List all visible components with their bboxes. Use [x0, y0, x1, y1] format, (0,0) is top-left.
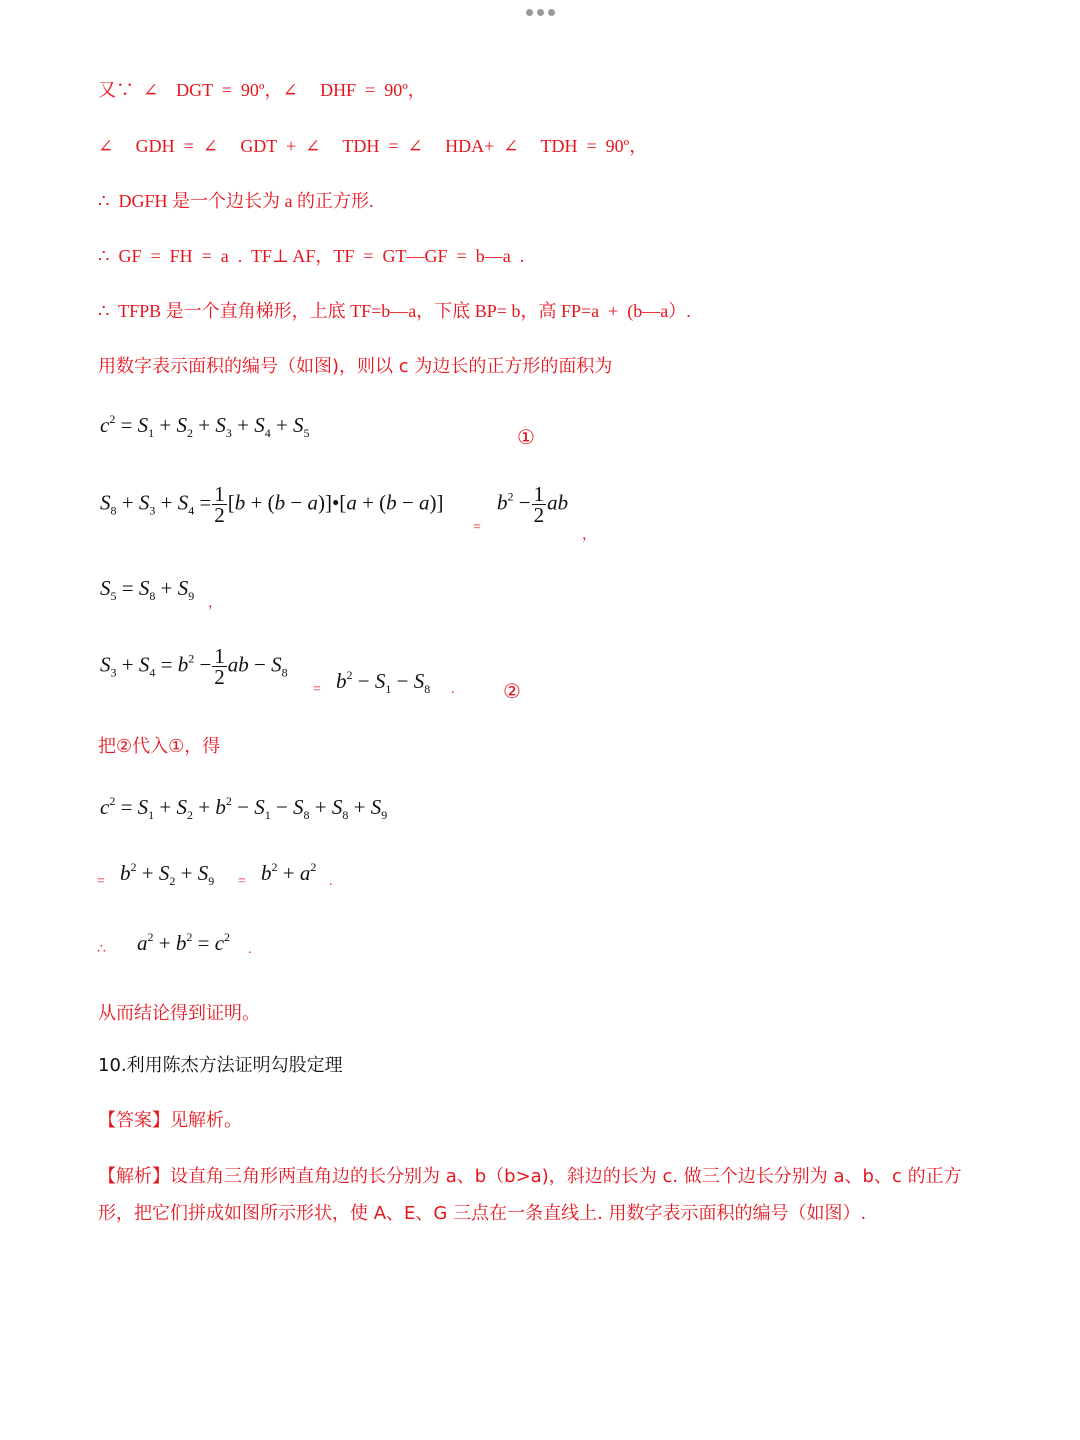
text-line-5: ∴ TFPB 是一个直角梯形，上底 TF=b—a，下底 BP= b，高 FP=a + (b—a）. — [98, 301, 691, 321]
equation-result: $b^2 + a^2$ — [261, 860, 317, 885]
equation-trapezoid-area: $S_8 + S_3 + S_4$ = $\frac{1}{2}$ [b + (b − a)]•[a + (b − a)] — [100, 482, 444, 527]
equation-c-squared-sum: $c^2 = S_1 + S_2 + S_3 + S_4 + S_5$ — [100, 412, 310, 440]
equals-sign: = — [97, 874, 105, 889]
period: . — [248, 942, 252, 957]
question-10-title: 10.利用陈杰方法证明勾股定理 — [98, 1055, 343, 1076]
text-line-6: 用数字表示面积的编号（如图)，则以 c 为边长的正方形的面积为 — [98, 356, 613, 377]
equation-number-2: ② — [503, 681, 521, 703]
analysis-line-1: 【解析】设直角三角形两直角边的长分别为 a、b（b>a)，斜边的长为 c. 做三个边长分别为 a、b、c 的正方 — [98, 1166, 962, 1187]
equation-trapezoid-result: $b^2$ − $\frac{1}{2}$ ab — [497, 482, 569, 527]
equation-substitution: $c^2 = S_1 + S_2 + b^2 - S_1 - S_8 + S_8 + S_9$ — [100, 794, 388, 822]
text-line-2: ∠ GDH = ∠ GDT + ∠ TDH = ∠ HDA+ ∠ TDH = 90º， — [98, 136, 648, 156]
equation-simplify: $b^2 + S_2 + S_9$ — [120, 860, 215, 888]
text-line-8: 从而结论得到证明。 — [98, 1003, 260, 1024]
comma: ， — [208, 596, 222, 611]
therefore-symbol: ∴ — [97, 942, 106, 957]
equation-pythagoras: $a^2 + b^2 = c^2$ — [137, 930, 231, 955]
text-line-4: ∴ GF = FH = a . TF⊥ AF，TF = GT—GF = b—a . — [98, 246, 525, 266]
text-line-1: 又∵ ∠ DGT = 90º，∠ DHF = 90º， — [98, 80, 426, 100]
more-options-icon[interactable] — [526, 9, 555, 16]
text-line-7: 把②代入①，得 — [98, 736, 221, 757]
text-line-3: ∴ DGFH 是一个边长为 a 的正方形. — [98, 191, 374, 211]
equation-s5: $S_5 = S_8 + S_9$ — [100, 576, 195, 603]
answer-label: 【答案】见解析。 — [98, 1110, 242, 1131]
analysis-line-2: 形，把它们拼成如图所示形状，使 A、E、G 三点在一条直线上. 用数字表示面积的编号（如图）. — [98, 1203, 867, 1224]
equals-sign: = — [473, 520, 481, 535]
period: . — [329, 874, 333, 889]
equation-number-1: ① — [517, 427, 535, 449]
comma: ， — [582, 528, 596, 543]
equals-sign: = — [313, 682, 321, 697]
equals-sign: = — [238, 874, 246, 889]
period: . — [451, 682, 455, 697]
equation-s3-s4: $S_3 + S_4 = b^2$ − $\frac{1}{2}$ ab − $S_8$ — [100, 644, 288, 689]
equation-s3-s4-result: $b^2 - S_1 - S_8$ — [336, 668, 431, 696]
